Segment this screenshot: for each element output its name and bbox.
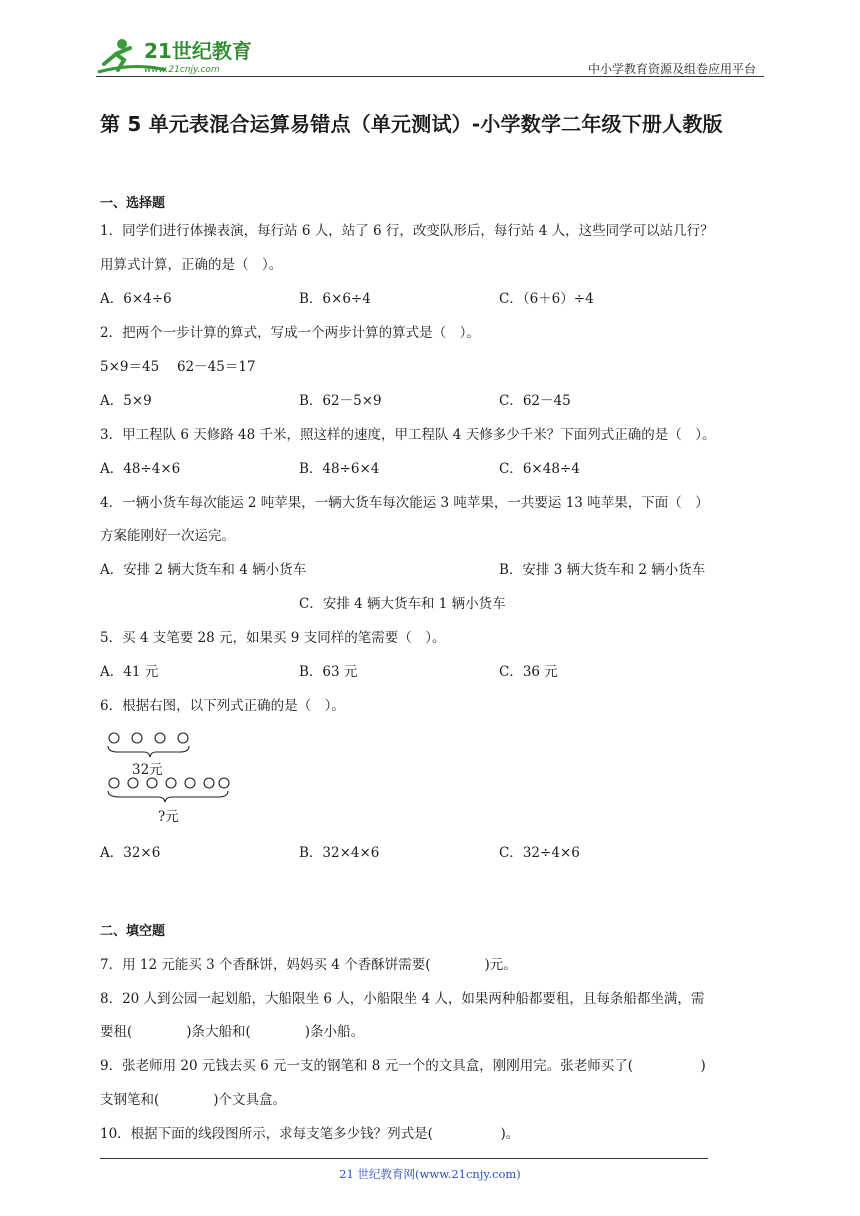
section-choice-title: 一、选择题 [100,196,166,211]
circle-mark [185,778,195,788]
header-divider [96,76,764,77]
q1-option-a[interactable]: A．6×4÷6 [100,291,172,307]
circle-mark [147,778,157,788]
q6-option-b[interactable]: B．32×4×6 [299,845,380,861]
q10-text: 10．根据下面的线段图所示，求每支笔多少钱？列式是( )。 [100,1126,520,1142]
footer-divider [100,1158,708,1159]
q7-text: 7．用 12 元能买 3 个香酥饼，妈妈买 4 个香酥饼需要( )元。 [100,957,517,973]
q2-option-a[interactable]: A．5×9 [100,393,152,409]
q6-text: 6．根据右图，以下列式正确的是（ ）。 [100,698,345,714]
logo-url: www.21cnjy.com [144,65,220,75]
q3-option-c[interactable]: C．6×48÷4 [499,461,580,477]
q3-option-a[interactable]: A．48÷4×6 [100,461,181,477]
circle-mark [128,778,138,788]
logo-text: 21世纪教育 [144,39,252,63]
q6-option-a[interactable]: A．32×6 [100,845,161,861]
circle-mark [178,733,188,743]
figure-label-top: 32元 [132,762,163,778]
figure-label-bottom: ?元 [158,809,179,825]
circle-mark [132,733,142,743]
q8-text: 8．20 人到公园一起划船，大船限坐 6 人，小船限坐 4 人，如果两种船都要租，且每条船都坐满，需 [100,991,705,1007]
q1-option-b[interactable]: B．6×6÷4 [299,291,371,307]
q9-text: 9．张老师用 20 元钱去买 6 元一支的钢笔和 8 元一个的文具盒，刚刚用完。张老师买了( ) [100,1058,706,1074]
circle-mark [166,778,176,788]
q3-text: 3．甲工程队 6 天修路 48 千米，照这样的速度，甲工程队 4 天修多少千米？下面列式正确的是（ ）。 [100,427,716,443]
top-brace [108,746,189,757]
q5-text: 5．买 4 支笔要 28 元，如果买 9 支同样的笔需要（ ）。 [100,630,446,646]
footer-text[interactable]: 21 世纪教育网(www.21cnjy.com) [339,1167,521,1181]
bottom-brace [108,791,228,802]
q8-text-2: 要租( )条大船和( )条小船。 [100,1024,365,1040]
q4-text: 4．一辆小货车每次能运 2 吨苹果，一辆大货车每次能运 3 吨苹果，一共要运 13 吨苹果，下面（ ） [100,495,709,511]
platform-name: 中小学教育资源及组卷应用平台 [587,62,756,76]
q3-option-b[interactable]: B．48÷6×4 [299,461,380,477]
circle-mark [109,733,119,743]
q5-option-b[interactable]: B．63 元 [299,664,358,680]
circle-mark [109,778,119,788]
q5-option-a[interactable]: A．41 元 [100,664,159,680]
q2-option-b[interactable]: B．62－5×9 [299,393,382,409]
q2-text: 2．把两个一步计算的算式，写成一个两步计算的算式是（ ）。 [100,325,480,341]
q5-option-c[interactable]: C．36 元 [499,664,558,680]
section-fill-title: 二、填空题 [100,924,166,939]
q4-option-c[interactable]: C．安排 4 辆大货车和 1 辆小货车 [299,596,506,612]
q2-option-c[interactable]: C．62－45 [499,393,571,409]
circle-mark [219,778,229,788]
site-logo [96,34,266,78]
q2-equations: 5×9＝45 62－45＝17 [100,359,256,375]
q6-option-c[interactable]: C．32÷4×6 [499,845,580,861]
q4-option-b[interactable]: B．安排 3 辆大货车和 2 辆小货车 [499,562,706,578]
q1-option-c[interactable]: C．（6＋6）÷4 [499,291,594,307]
circle-mark [204,778,214,788]
q4-text-2: 方案能刚好一次运完。 [100,528,235,544]
q9-text-2: 支钢笔和( )个文具盒。 [100,1092,287,1108]
circle-mark [155,733,165,743]
q1-text-2: 用算式计算，正确的是（ ）。 [100,257,283,273]
page-title: 第 5 单元表混合运算易错点（单元测试）-小学数学二年级下册人教版 [100,112,723,136]
q1-text: 1．同学们进行体操表演，每行站 6 人，站了 6 行，改变队形后，每行站 4 人，这些同学可以站几行？ [100,223,714,239]
q4-option-a[interactable]: A．安排 2 辆大货车和 4 辆小货车 [100,562,307,578]
